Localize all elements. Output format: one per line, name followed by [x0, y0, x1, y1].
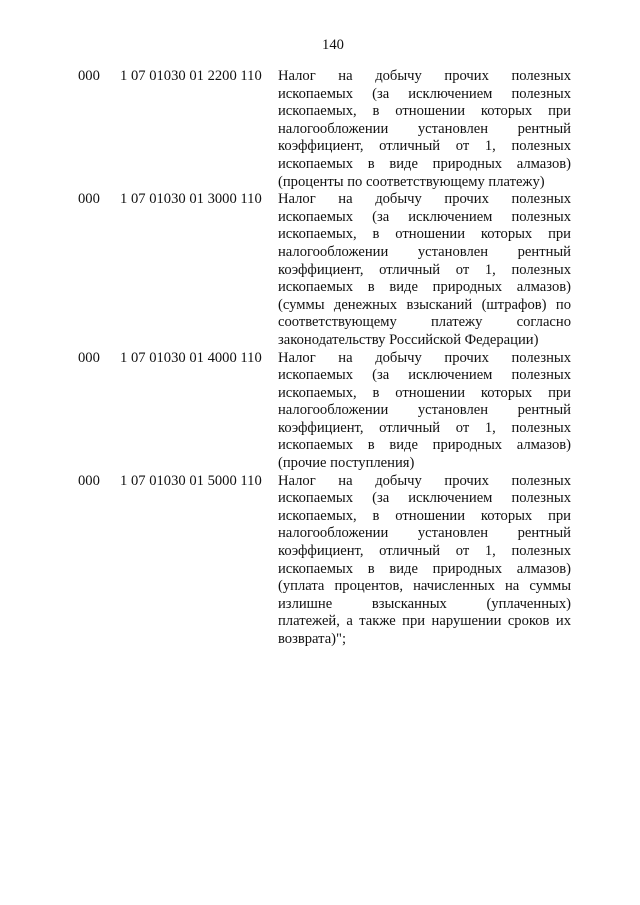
description-line: (проценты по соответствующему платежу)	[278, 173, 545, 190]
description-line: возврата)";	[278, 631, 347, 647]
description-line: законодательству Российской Федерации)	[278, 331, 539, 348]
description-line: Налог на добычу прочих полезных	[278, 349, 571, 366]
budget-classification-code: 1 07 01030 01 2200 110	[120, 68, 262, 84]
income-description	[278, 473, 571, 649]
description-line: налогообложении установлен рентный	[278, 243, 571, 260]
description-line: (прочие поступления)	[278, 455, 415, 472]
description-line: ископаемых в виде природных алмазов)	[278, 437, 571, 454]
description-line: ископаемых в виде природных алмазов)	[278, 155, 571, 172]
description-line: коэффициент, отличный от 1, полезных	[278, 543, 571, 560]
income-description	[278, 350, 571, 473]
description-line: ископаемых в виде природных алмазов)	[278, 560, 571, 577]
description-line: налогообложении установлен рентный	[278, 120, 571, 137]
income-description	[278, 191, 571, 349]
description-line: коэффициент, отличный от 1, полезных	[278, 138, 571, 155]
admin-code: 000	[78, 472, 100, 489]
description-line: ископаемых, в отношении которых при	[278, 103, 571, 120]
description-line: (суммы денежных взысканий (штрафов) по	[278, 296, 571, 313]
description-line: коэффициент, отличный от 1, полезных	[278, 419, 571, 436]
budget-classification-code: 1 07 01030 01 4000 110	[120, 349, 262, 366]
description-line: ископаемых в виде природных алмазов)	[278, 279, 571, 296]
admin-code: 000	[78, 349, 100, 366]
table-row	[0, 473, 640, 649]
description-line: ископаемых (за исключением полезных	[278, 208, 571, 225]
description-line: соответствующему платежу согласно	[278, 314, 571, 331]
description-line: ископаемых, в отношении которых при	[278, 226, 571, 243]
description-line: коэффициент, отличный от 1, полезных	[278, 261, 571, 278]
admin-code: 000	[78, 68, 100, 84]
description-line: ископаемых (за исключением полезных	[278, 85, 571, 102]
table-row	[0, 191, 640, 349]
description-line: ископаемых, в отношении которых при	[278, 507, 571, 524]
budget-classification-code: 1 07 01030 01 3000 110	[120, 191, 262, 208]
description-line: ископаемых, в отношении которых при	[278, 384, 571, 401]
income-description	[278, 68, 571, 191]
description-line: ископаемых (за исключением полезных	[278, 490, 571, 507]
budget-code-table	[0, 68, 640, 649]
description-line: налогообложении установлен рентный	[278, 402, 571, 419]
description-line: платежей, а также при нарушении сроков их	[278, 613, 571, 630]
table-row	[0, 350, 640, 473]
description-line: Налог на добычу прочих полезных	[278, 68, 571, 84]
description-line: налогообложении установлен рентный	[278, 525, 571, 542]
admin-code: 000	[78, 191, 100, 208]
page-number: 140	[322, 37, 344, 53]
description-line: ископаемых (за исключением полезных	[278, 367, 571, 384]
description-line: излишне взысканных (уплаченных)	[278, 595, 571, 612]
budget-classification-code: 1 07 01030 01 5000 110	[120, 472, 262, 489]
description-line: Налог на добычу прочих полезных	[278, 472, 571, 489]
description-line: Налог на добычу прочих полезных	[278, 191, 571, 208]
description-line: (уплата процентов, начисленных на суммы	[278, 578, 571, 595]
table-row	[0, 68, 640, 191]
